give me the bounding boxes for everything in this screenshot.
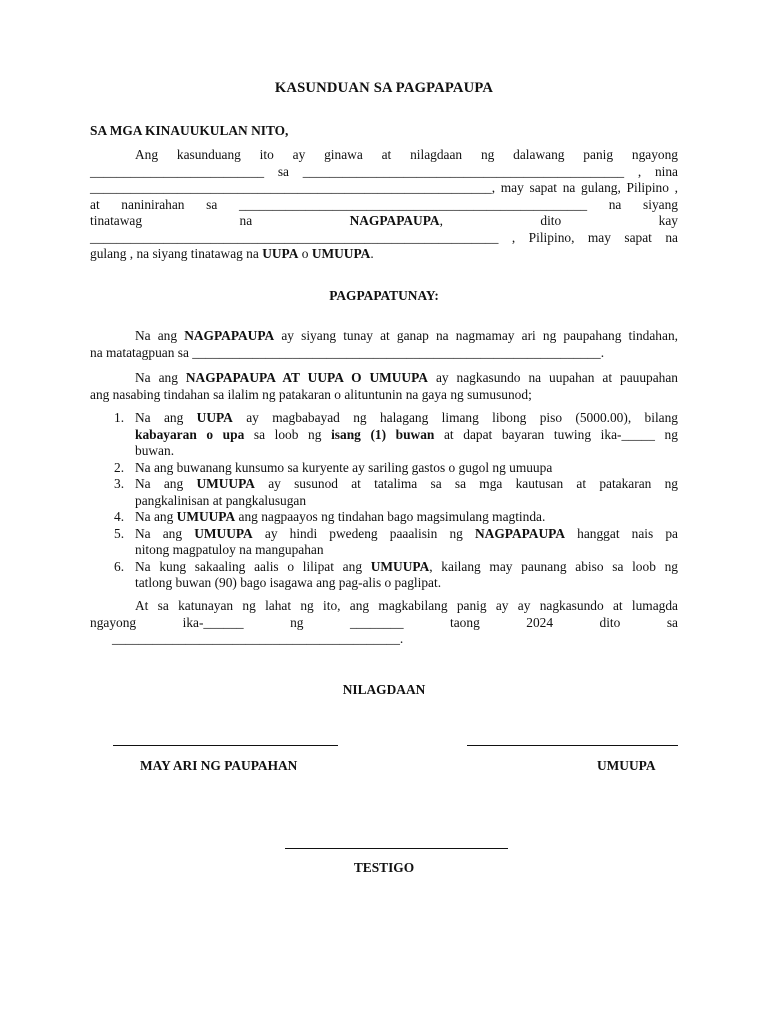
item-text: , kailang may paunang abiso sa loob ng <box>429 558 678 574</box>
lessor-term <box>350 213 443 228</box>
list-item <box>90 526 678 559</box>
list-item <box>90 476 678 509</box>
closing-line-1: At sa katunayan ng lahat ng ito, ang magkabilang panig ay ay nagkasundo at lumagda <box>135 598 678 613</box>
intro-text: tinatawag <box>90 213 143 228</box>
item-line <box>135 427 678 444</box>
item-text: Na ang <box>135 509 174 524</box>
intro-text: kay <box>658 213 678 228</box>
closing-line-2 <box>90 615 678 632</box>
lessor-term-text: NAGPAPAUPA <box>349 213 440 228</box>
lessee-term: UUPA <box>262 246 299 261</box>
closing-line-3 <box>90 631 678 648</box>
para-text: Na ang <box>135 370 178 385</box>
intro-line-1: Ang kasunduang ito ay ginawa at nilagdaan ng dalawang panig ngayong <box>135 147 678 162</box>
para-text: Na ang <box>135 328 178 343</box>
item-line <box>135 559 678 576</box>
intro-line-3 <box>90 180 678 197</box>
para-text: ay siyang tunay at ganap na nagmamay ari ng paupahang tindahan, <box>281 328 678 343</box>
item-text: hanggat nais pa <box>577 525 679 541</box>
item-line: tatlong buwan (90) bago isagawa ang pag-alis o paglipat. <box>135 575 442 590</box>
ownership-paragraph <box>90 328 678 361</box>
item-line <box>135 509 678 526</box>
item-bold: UMUUPA <box>370 558 430 574</box>
signature-line-lessor <box>113 745 338 746</box>
para2-line-1 <box>90 370 678 387</box>
parties-term: NAGPAPAUPA AT UUPA O UMUUPA <box>185 370 428 385</box>
intro-text: sa <box>277 163 289 179</box>
intro-text: gulang , na siyang tinatawag na <box>90 246 259 261</box>
closing-text: taong <box>450 614 480 630</box>
intro-text: , nina <box>637 163 678 179</box>
signature-line-lessee <box>467 745 678 746</box>
item-line: buwan. <box>135 443 175 458</box>
list-number: 2. <box>114 459 125 475</box>
para-text: . <box>600 344 605 360</box>
item-text: ay hindi pwedeng paaalisin ng <box>264 525 463 541</box>
document-title: KASUNDUAN SA PAGPAPAUPA <box>274 80 494 96</box>
closing-text: . <box>399 631 404 646</box>
list-item <box>90 509 678 526</box>
para2-line-2: ang nasabing tindahan sa ilalim ng patakaran o alituntunin na gaya ng sumusunod; <box>90 386 532 402</box>
lessor-term: NAGPAPAUPA <box>184 328 275 343</box>
terms-list <box>90 410 678 592</box>
witness-label: TESTIGO <box>353 860 415 875</box>
para-text: ay nagkasundo na uupahan at pauupahan <box>435 370 678 385</box>
closing-text: sa <box>666 614 678 630</box>
signature-label-lessor: MAY ARI NG PAUPAHAN <box>140 758 298 773</box>
item-text: ay magbabayad ng halagang limang libong piso (5000.00), bilang <box>246 410 678 425</box>
intro-text: na siyang <box>608 196 678 212</box>
closing-paragraph <box>90 598 678 648</box>
signature-label-lessee: UMUUPA <box>597 758 656 773</box>
closing-text: ng <box>290 614 304 630</box>
list-item <box>90 559 678 592</box>
list-number: 4. <box>114 509 125 524</box>
intro-text: , <box>439 213 443 228</box>
item-text: Na ang <box>135 476 184 491</box>
blank-location: _____________________________________________________________ <box>192 344 601 360</box>
item-bold: kabayaran o upa <box>135 426 245 442</box>
item-bold: UMUUPA <box>194 525 253 541</box>
list-number: 5. <box>114 525 125 541</box>
blank-day: ika-______ <box>182 614 244 630</box>
item-text: Na ang <box>135 525 183 541</box>
intro-text: dito <box>540 213 562 228</box>
item-line <box>135 410 678 427</box>
para1-line-2 <box>90 345 678 362</box>
intro-line-2 <box>90 164 678 181</box>
intro-text: , Pilipino, may sapat na <box>511 229 678 245</box>
list-item <box>90 410 678 460</box>
blank-signing-place: ___________________________________________ <box>112 631 400 646</box>
list-item <box>90 460 678 477</box>
list-number: 1. <box>114 410 125 425</box>
intro-text: na <box>239 213 253 228</box>
item-bold: UUPA <box>196 410 233 425</box>
item-bold: UMUUPA <box>196 476 255 491</box>
salutation: SA MGA KINAUUKULAN NITO, <box>90 123 289 138</box>
item-bold: UMUUPA <box>176 509 236 524</box>
pagpapatunay-heading: PAGPAPATUNAY: <box>329 288 439 303</box>
para-text: na matatagpuan sa <box>90 344 189 360</box>
item-text: ang nagpaayos ng tindahan bago magsimulang magtinda. <box>238 509 546 524</box>
item-line: pangkalinisan at pangkalusugan <box>135 492 307 508</box>
blank-date: __________________________ <box>90 163 265 179</box>
item-bold: NAGPAPAUPA <box>475 525 566 541</box>
blank-lessee-name: _____________________________________________________________ <box>90 229 499 245</box>
signature-line-witness <box>285 848 508 849</box>
blank-address: ____________________________________________________ <box>238 196 588 212</box>
para1-line-1 <box>90 328 678 345</box>
item-line <box>135 476 678 493</box>
blank-name: ____________________________________________________________ <box>90 180 492 195</box>
item-text: Na ang <box>135 410 184 425</box>
item-text: Na kung sakaaling aalis o lilipat ang <box>135 558 363 574</box>
lessee-term: UMUUPA <box>311 246 371 261</box>
intro-text: , may sapat na gulang, Pilipino , <box>491 180 678 195</box>
intro-line-7 <box>90 246 678 263</box>
item-line: Na ang buwanang kunsumo sa kuryente ay sariling gastos o gugol ng umuupa <box>135 459 553 475</box>
item-text: at dapat bayaran tuwing ika-_____ ng <box>443 426 678 442</box>
nilagdaan-heading: NILAGDAAN <box>342 682 426 697</box>
year-value: 2024 <box>526 614 554 630</box>
closing-text: ngayong <box>90 614 137 630</box>
closing-text: dito <box>599 614 621 630</box>
intro-line-5 <box>90 213 678 230</box>
list-number: 6. <box>114 558 125 574</box>
intro-text: . <box>370 246 374 261</box>
intro-line-6 <box>90 230 678 247</box>
agreement-paragraph <box>90 370 678 403</box>
item-bold: isang (1) buwan <box>331 426 435 442</box>
item-line <box>135 526 678 543</box>
intro-line-4 <box>90 197 678 214</box>
intro-text: at naninirahan sa <box>90 196 218 212</box>
list-number: 3. <box>114 476 125 491</box>
item-text: sa loob ng <box>253 426 322 442</box>
item-text: ay susunod at tatalima sa sa mga kautusan at patakaran ng <box>268 476 678 491</box>
intro-text: o <box>301 246 309 261</box>
blank-place: ________________________________________________ <box>302 163 625 179</box>
blank-month: ________ <box>349 614 404 630</box>
item-line: nitong magpatuloy na mangupahan <box>135 542 324 557</box>
intro-paragraph <box>90 147 678 263</box>
